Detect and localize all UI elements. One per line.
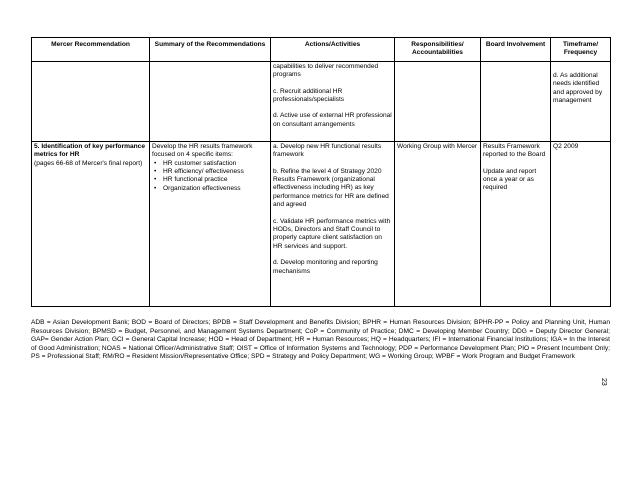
cell-summary-5 — [150, 141, 271, 306]
table-row-5 — [32, 141, 611, 306]
action-item: c. Validate HR performance metrics with HODs, Directors and Staff Council to properly capture client satisfaction on HR services and support. — [273, 217, 391, 250]
timeframe-text: d. As additional needs identified and approved by management — [553, 71, 603, 105]
action-item: d. Active use of external HR professional on consultant arrangements — [273, 112, 392, 128]
recommendations-table — [31, 37, 611, 307]
header-actions: Actions/Activities — [271, 38, 395, 62]
responsibilities-text: Working Group with Mercer — [397, 142, 478, 150]
board-item: Update and report once a year or as required — [483, 167, 537, 192]
cell-empty — [395, 61, 481, 141]
list-item: • HR efficiency/ effectiveness — [163, 168, 268, 176]
page-number: 23 — [600, 378, 607, 386]
list-item: • HR customer satisfaction — [163, 160, 268, 168]
cell-actions-5 — [271, 141, 395, 306]
cell-empty — [32, 61, 150, 141]
board-item: Results Framework reported to the Board — [483, 142, 546, 159]
header-board-involvement: Board Involvement — [481, 38, 551, 62]
cell-timeframe-5 — [551, 141, 611, 306]
abbreviations-note: ADB = Asian Development Bank; BOD = Board of Directors; BPDB = Staff Development and Benefits Division; BPHR = Human Resources Division; BPHR-PP = Policy and Planning Unit, Human Resources Division; BPMSD = Budget, Personnel, and Management Systems Department; CoP = Community of Practice; DMC = Developing Member Country; DDG = Deputy Director General; GAP= Gender Action Plan; GCI = General Capital Increase; HOD = Head of Department; HR = Human Resources; HQ = Headquarters; IFI = International Financial Institutions; IGA = In the Interest of Good Administration; NOAS = National Officer/Administrative Staff; OIST = Office of Information Systems and Technology; PDP = Performance Development Plan; PIO = Present Incumbent Only; PS = Professional Staff; RM/RO = Resident Mission/Representative Office; SPD = Strategy and Policy Department; WG = Working Group; WPBF = Work Program and Budget Framework — [31, 319, 610, 361]
recommendation-note: (pages 66-68 of Mercer's final report) — [34, 159, 143, 167]
action-item: d. Develop monitoring and reporting mechanisms — [273, 259, 378, 275]
header-mercer-recommendation: Mercer Recommendation — [32, 38, 150, 62]
table-row-continued — [32, 61, 611, 141]
table-header-row — [32, 38, 611, 62]
cell-recommendation-5 — [32, 141, 150, 306]
header-timeframe: Timeframe/ Frequency — [551, 38, 611, 62]
header-responsibilities: Responsibilities/ Accountabilities — [395, 38, 481, 62]
timeframe-text: Q2 2009 — [553, 142, 579, 150]
recommendation-title: 5. Identification of key performance metrics for HR — [34, 142, 146, 159]
cell-responsibilities-5 — [395, 141, 481, 306]
action-item: b. Refine the level 4 of Strategy 2020 Results Framework (organizational effectiveness including HR) as key performance metrics for HR are defined and agreed — [273, 167, 389, 209]
action-item: capabilities to deliver recommended programs — [273, 62, 379, 79]
cell-board-5 — [481, 141, 551, 306]
summary-list — [152, 160, 268, 194]
summary-intro: Develop the HR results framework focused on 4 specific items: — [152, 142, 253, 159]
cell-empty — [481, 61, 551, 141]
header-summary: Summary of the Recommendations — [150, 38, 271, 62]
cell-empty — [150, 61, 271, 141]
action-item: a. Develop new HR functional results framework — [273, 142, 382, 159]
cell-actions-continued — [271, 61, 395, 141]
list-item: • Organization effectiveness — [163, 185, 268, 193]
cell-timeframe-continued — [551, 61, 611, 141]
action-item: c. Recruit additional HR professionals/specialists — [273, 87, 345, 104]
list-item: • HR functional practice — [163, 176, 268, 184]
